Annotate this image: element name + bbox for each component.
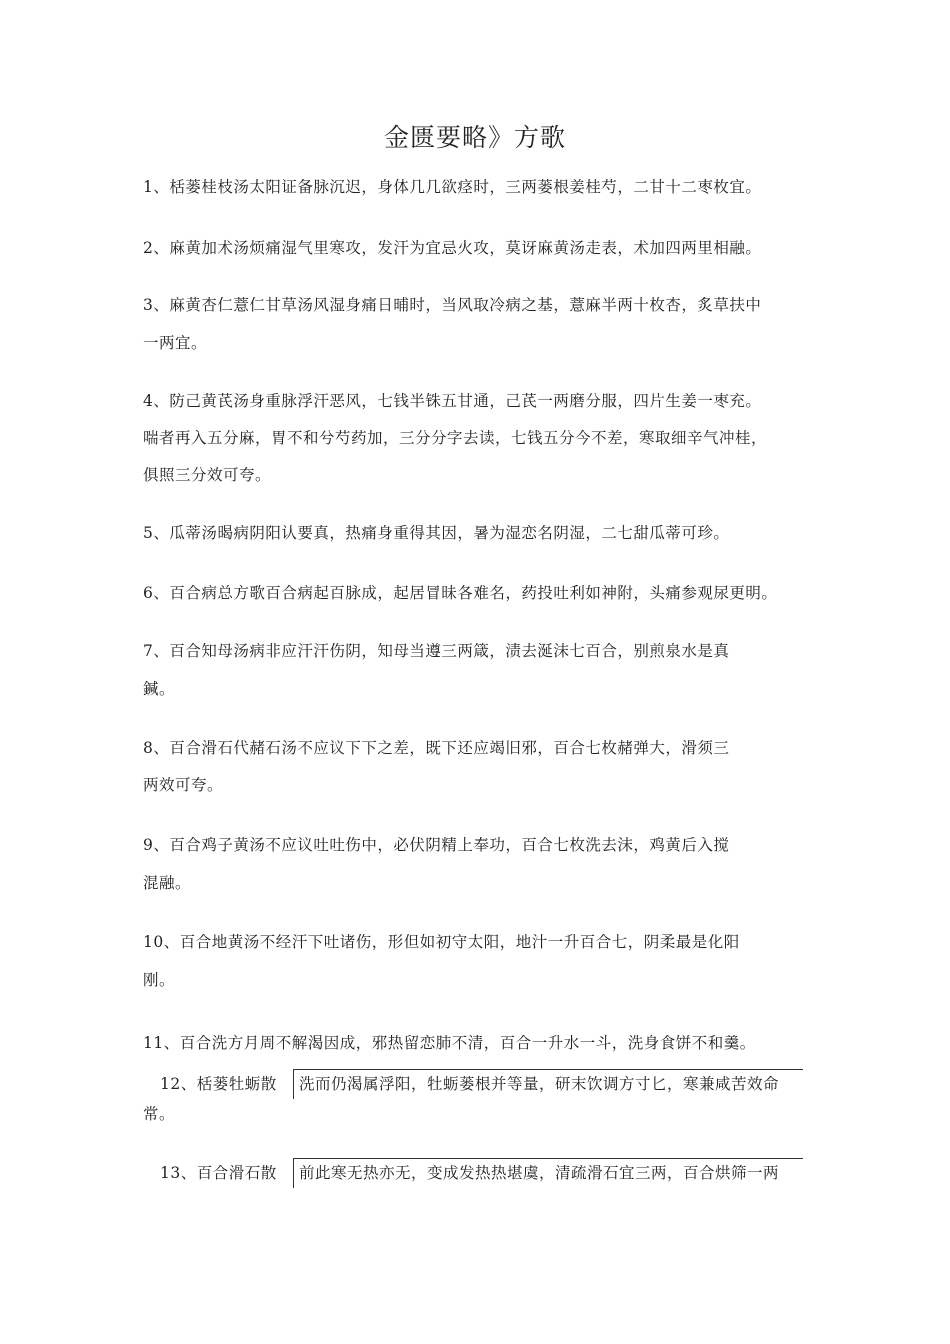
table-rule-12	[293, 1069, 803, 1070]
verse-5-line-1: 5、瓜蒂汤暍病阴阳认要真，热痛身重得其因，暑为湿恋名阴湿，二七甜瓜蒂可珍。	[143, 524, 730, 542]
verse-9-line-1: 9、百合鸡子黄汤不应议吐吐伤中，必伏阴精上奉功，百合七枚洗去沫，鸡黄后入搅	[143, 836, 730, 854]
verse-1-line-1: 1、栝蒌桂枝汤太阳证备脉沉迟，身体几几欲痉时，三两蒌根姜桂芍，二甘十二枣枚宜。	[143, 178, 762, 196]
verse-8-line-2: 两效可夸。	[143, 776, 224, 794]
verse-9-line-2: 混融。	[143, 874, 192, 892]
table-divider-13	[293, 1158, 294, 1188]
verse-13-label: 13、百合滑石散	[160, 1164, 277, 1182]
verse-10-line-2: 刚。	[143, 971, 176, 989]
verse-7-line-1: 7、百合知母汤病非应汗汗伤阴，知母当遵三两箴，渍去涎沫七百合，别煎泉水是真	[143, 642, 730, 660]
table-divider-12	[293, 1069, 294, 1099]
verse-4-line-1: 4、防己黄芪汤身重脉浮汗恶风，七钱半铢五甘通，己芪一两磨分服，四片生姜一枣充。	[143, 392, 762, 410]
verse-11-line-1: 11、百合洗方月周不解渴因成，邪热留恋肺不清，百合一升水一斗，洗身食饼不和羹。	[143, 1034, 756, 1052]
verse-6-line-1: 6、百合病总方歌百合病起百脉成，起居冒昧各难名，药投吐利如神附，头痛参观尿更明。	[143, 584, 778, 602]
verse-3-line-1: 3、麻黄杏仁薏仁甘草汤风湿身痛日晡时，当风取冷病之基，薏麻半两十枚杏，炙草扶中	[143, 296, 762, 314]
verse-12-after: 常。	[143, 1105, 176, 1123]
verse-3-line-2: 一两宜。	[143, 334, 208, 352]
table-rule-13	[293, 1158, 803, 1159]
verse-8-line-1: 8、百合滑石代赭石汤不应议下下之差，既下还应竭旧邪，百合七枚赭弹大，滑须三	[143, 739, 730, 757]
verse-2-line-1: 2、麻黄加术汤烦痛湿气里寒攻，发汗为宜忌火攻，莫讶麻黄汤走表，术加四两里相融。	[143, 239, 762, 257]
verse-12-label: 12、栝蒌牡蛎散	[160, 1075, 277, 1093]
verse-10-line-1: 10、百合地黄汤不经汗下吐诸伤，形但如初守太阳，地汁一升百合七，阴柔最是化阳	[143, 933, 740, 951]
verse-4-line-3: 俱照三分效可夸。	[143, 466, 272, 484]
verse-12-text: 洗而仍渴属浮阳，牡蛎蒌根并等量，研末饮调方寸匕，寒兼咸苦效命	[299, 1075, 780, 1093]
verse-13-text: 前此寒无热亦无，变成发热热堪虞，清疏滑石宜三两，百合烘筛一两	[299, 1164, 780, 1182]
page-title: 金匮要略》方歌	[383, 123, 566, 152]
verse-4-line-2: 喘者再入五分麻，胃不和兮芍药加，三分分字去读，七钱五分今不差，寒取细辛气冲桂，	[143, 429, 768, 447]
verse-7-line-2: 鍼。	[143, 680, 176, 698]
